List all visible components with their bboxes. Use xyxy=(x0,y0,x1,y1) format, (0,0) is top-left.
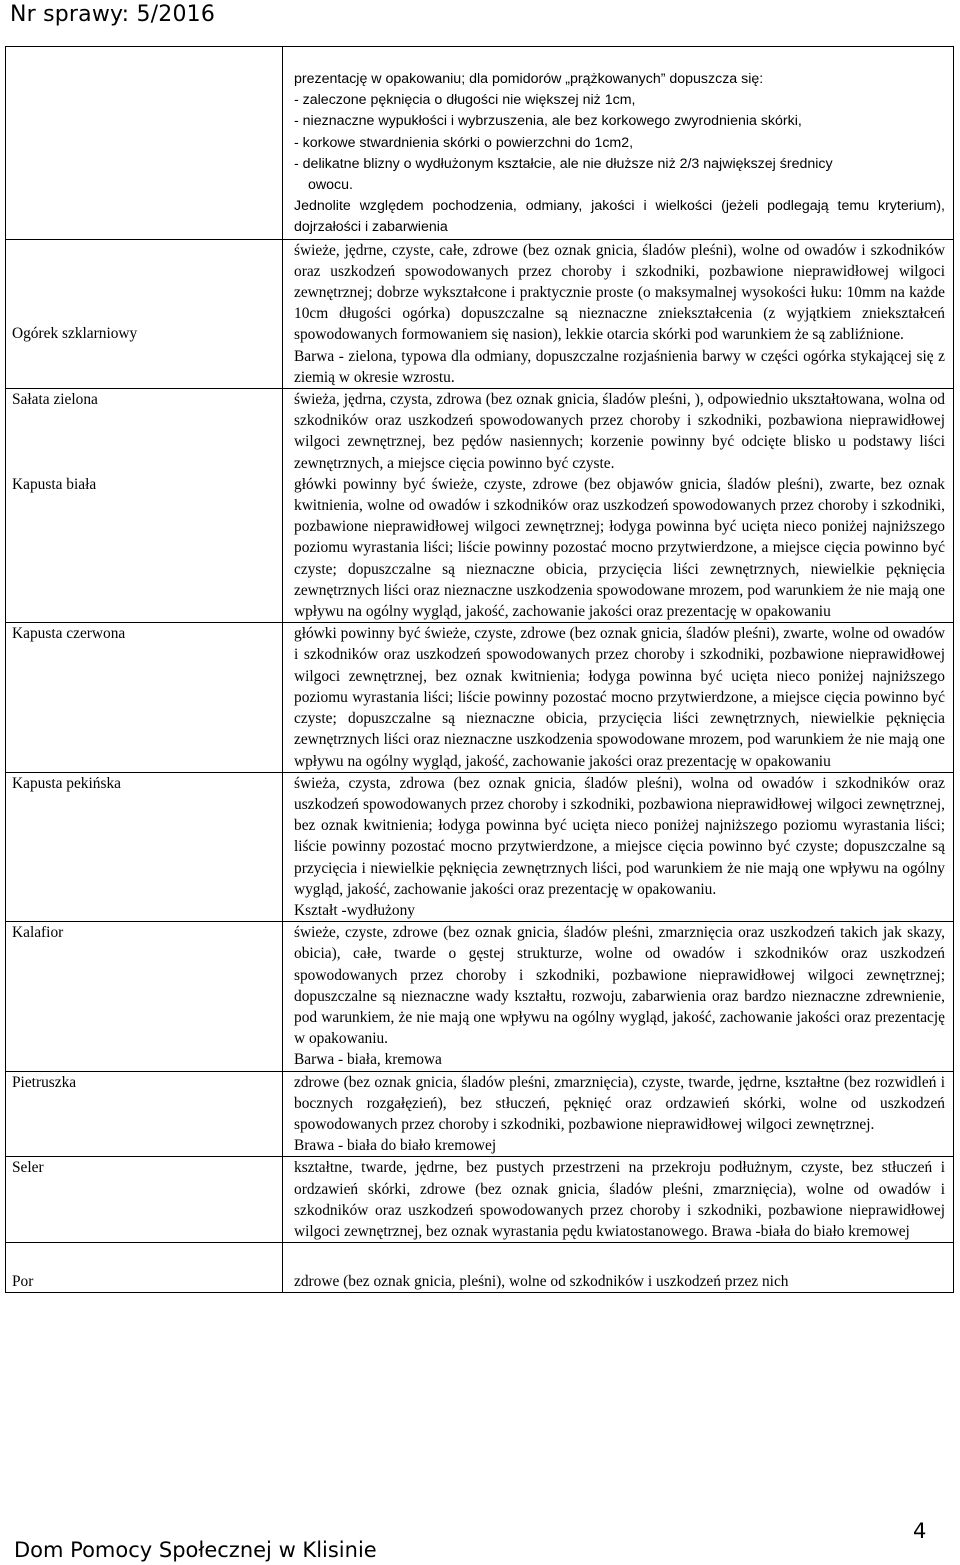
product-name-cell xyxy=(6,47,283,240)
product-description-cell xyxy=(283,47,954,240)
table-row xyxy=(6,389,954,474)
description-text: świeża, czysta, zdrowa (bez oznak gnicia, śladów pleśni), wolna od owadów i szkodników oraz uszkodzeń spowodowanych przez choroby i szkodniki, pozbawiona nieprawidłowej wilgoci zewnętrznej, bez oznak kwitnienia; łodyga powinna być ucięta nieco poniżej najniższego poziomu wyrastania liści; liście powinny pozostać mocno przytwierdzone, a miejsce cięcia powinno być czyste; dopuszczalne są przycięcia i niewielkie pęknięcia zewnętrznych liści, pod warunkiem że nie mają one wpływu na ogólny wygląd, jakość, zachowanie jakości oraz prezentację w opakowaniu. xyxy=(294,774,945,898)
product-description-cell: zdrowe (bez oznak gnicia, pleśni), wolne od szkodników i uszkodzeń przez nich xyxy=(283,1243,954,1293)
table-row xyxy=(6,1157,954,1243)
product-name-cell: Pietruszka xyxy=(6,1071,283,1157)
product-name-cell: Ogórek szklarniowy xyxy=(6,239,283,388)
table-row xyxy=(6,623,954,772)
document-case-number: Nr sprawy: 5/2016 xyxy=(10,2,216,27)
description-line: - zaleczone pęknięcia o długości nie większej niż 1cm, xyxy=(294,92,636,109)
table-row xyxy=(6,772,954,921)
description-line: owocu. xyxy=(308,177,353,194)
product-name-cell: Sałata zielona xyxy=(6,389,283,474)
description-note: Barwa - zielona, typowa dla odmiany, dopuszczalne rozjaśnienia barwy w części ogórka stykającej się z ziemią w okresie wzrostu. xyxy=(294,347,945,386)
product-name-cell: Seler xyxy=(6,1157,283,1243)
product-description-cell xyxy=(283,1071,954,1157)
footer-institution: Dom Pomocy Społecznej w Klisinie xyxy=(14,1538,377,1562)
table-row xyxy=(6,239,954,388)
product-description-cell xyxy=(283,772,954,921)
product-name-cell: Kapusta biała xyxy=(6,474,283,623)
description-text: świeże, jędrne, czyste, całe, zdrowe (bez oznak gnicia, śladów pleśni), wolne od owadów i szkodników oraz uszkodzeń spowodowanych przez choroby i szkodniki, pozbawione nieprawidłowej wilgoci zewnętrznej; dobrze wykształcone i praktycznie proste (o maksymalnej wysokości łuku: 10mm na każde 10cm długości ogórka) dopuszczalne są nieznaczne zniekształcenia (z wyjątkiem zniekształceń spowodowanych formowaniem się nasion), lekkie otarcia skórki pod warunkiem że są zabliźnione. xyxy=(294,241,945,344)
product-description-cell: kształtne, twarde, jędrne, bez pustych przestrzeni na przekroju podłużnym, czyste, bez stłuczeń i ordzawień skórki, zdrowe (bez oznak gnicia, śladów pleśni, zmarznięcia), wolne od owadów i szkodników oraz uszkodzeń spowodowanych przez choroby i szkodniki, pozbawione nieprawidłowej wilgoci zewnętrznej, bez oznak wyrastania pędu kwiatostanowego. Brawa -biała do biało kremowej xyxy=(283,1157,954,1243)
product-description-cell xyxy=(283,239,954,388)
page-number: 4 xyxy=(913,1519,927,1543)
description-text: świeże, czyste, zdrowe (bez oznak gnicia, śladów pleśni, zmarznięcia oraz uszkodzeń takich jak skazy, obicia), całe, twarde o gęstej strukturze, wolne od owadów i szkodników oraz uszkodzeń spowodowanych przez choroby i szkodniki, pozbawione nieprawidłowej wilgoci zewnętrznej; dopuszczalne są nieznaczne wady kształtu, rozwoju, zabarwienia oraz bardzo nieznaczne zdrewnienie, pod warunkiem, że nie mają one wpływu na ogólny wygląd, jakość, zachowanie jakości oraz prezentację w opakowaniu. xyxy=(294,924,945,1048)
description-intro: Jednolite względem pochodzenia, odmiany, jakości i wielkości (jeżeli podlegają temu kryterium), dojrzałości i zabarwienia xyxy=(294,198,945,236)
description-text: zdrowe (bez oznak gnicia, śladów pleśni, zmarznięcia), czyste, twarde, jędrne, kształtne (bez rozwidleń i bocznych rozgałęzień), bez stłuczeń, pęknięć oraz ordzawień skórki, wolne od uszkodzeń spowodowanych przez choroby i szkodniki, pozbawione nieprawidłowej wilgoci zewnętrznej. xyxy=(294,1073,945,1133)
product-name-cell: Kapusta pekińska xyxy=(6,772,283,921)
product-description-cell: świeża, jędrna, czysta, zdrowa (bez oznak gnicia, śladów pleśni, ), odpowiednio ukształtowana, wolna od szkodników oraz uszkodzeń spowodowanych przez choroby i szkodniki, pozbawiona nieprawidłowej wilgoci zewnętrznej, bez pędów nasiennych; korzenie powinny być odcięte blisko u podstawy liści zewnętrznych, a miejsce cięcia powinno być czyste. xyxy=(283,389,954,474)
table-row xyxy=(6,1243,954,1293)
description-note: Barwa - biała, kremowa xyxy=(294,1051,442,1069)
table-row xyxy=(6,47,954,240)
description-note: Brawa - biała do biało kremowej xyxy=(294,1137,497,1155)
product-description-cell: główki powinny być świeże, czyste, zdrowe (bez oznak gnicia, śladów pleśni), zwarte, wolne od owadów i szkodników oraz uszkodzeń spowodowanych przez choroby i szkodniki, pozbawione nieprawidłowej wilgoci zewnętrznej, bez oznak kwitnienia; łodyga powinna być ucięta nieco poniżej najniższego poziomu wyrastania liści; liście powinny pozostać mocno przytwierdzone, a miejsce cięcia powinno być czyste; dopuszczalne są nieznaczne obicia, przycięcia liści zewnętrznych, niewielkie pęknięcia zewnętrznych liści oraz nieznaczne uszkodzenia spowodowane mrozem, pod warunkiem że nie mają one wpływu na ogólny wygląd, jakość, zachowanie jakości oraz prezentację w opakowaniu xyxy=(283,623,954,772)
product-name-cell: Kalafior xyxy=(6,922,283,1071)
table-row xyxy=(6,474,954,623)
product-description-cell: główki powinny być świeże, czyste, zdrowe (bez objawów gnicia, śladów pleśni), zwarte, bez oznak kwitnienia, wolne od owadów i szkodników oraz uszkodzeń spowodowanych przez choroby i szkodniki, pozbawione nieprawidłowej wilgoci zewnętrznej; łodyga powinna być ucięta nieco poniżej najniższego poziomu wyrastania liści; liście powinny pozostać mocno przytwierdzone, a miejsce cięcia powinno być czyste; dopuszczalne są nieznaczne obicia, przycięcia liści zewnętrznych, niewielkie pęknięcia zewnętrznych liści oraz nieznaczne uszkodzenia spowodowane mrozem, pod warunkiem że nie mają one wpływu na ogólny wygląd, jakość, zachowanie jakości oraz prezentację w opakowaniu xyxy=(283,474,954,623)
product-spec-table xyxy=(5,46,954,1293)
product-name-cell: Por xyxy=(6,1243,283,1293)
table-row xyxy=(6,1071,954,1157)
description-line: - delikatne blizny o wydłużonym kształcie, ale nie dłuższe niż 2/3 największej średnicy xyxy=(294,155,833,172)
description-line: prezentację w opakowaniu; dla pomidorów „prążkowanych” dopuszcza się: xyxy=(294,71,764,87)
description-line: - nieznaczne wypukłości i wybrzuszenia, ale bez korkowego zwyrodnienia skórki, xyxy=(294,113,802,130)
product-description-cell xyxy=(283,922,954,1071)
product-name-cell: Kapusta czerwona xyxy=(6,623,283,772)
description-note: Kształt -wydłużony xyxy=(294,901,415,919)
description-line: - korkowe stwardnienia skórki o powierzchni do 1cm2, xyxy=(294,134,634,151)
table-row xyxy=(6,922,954,1071)
